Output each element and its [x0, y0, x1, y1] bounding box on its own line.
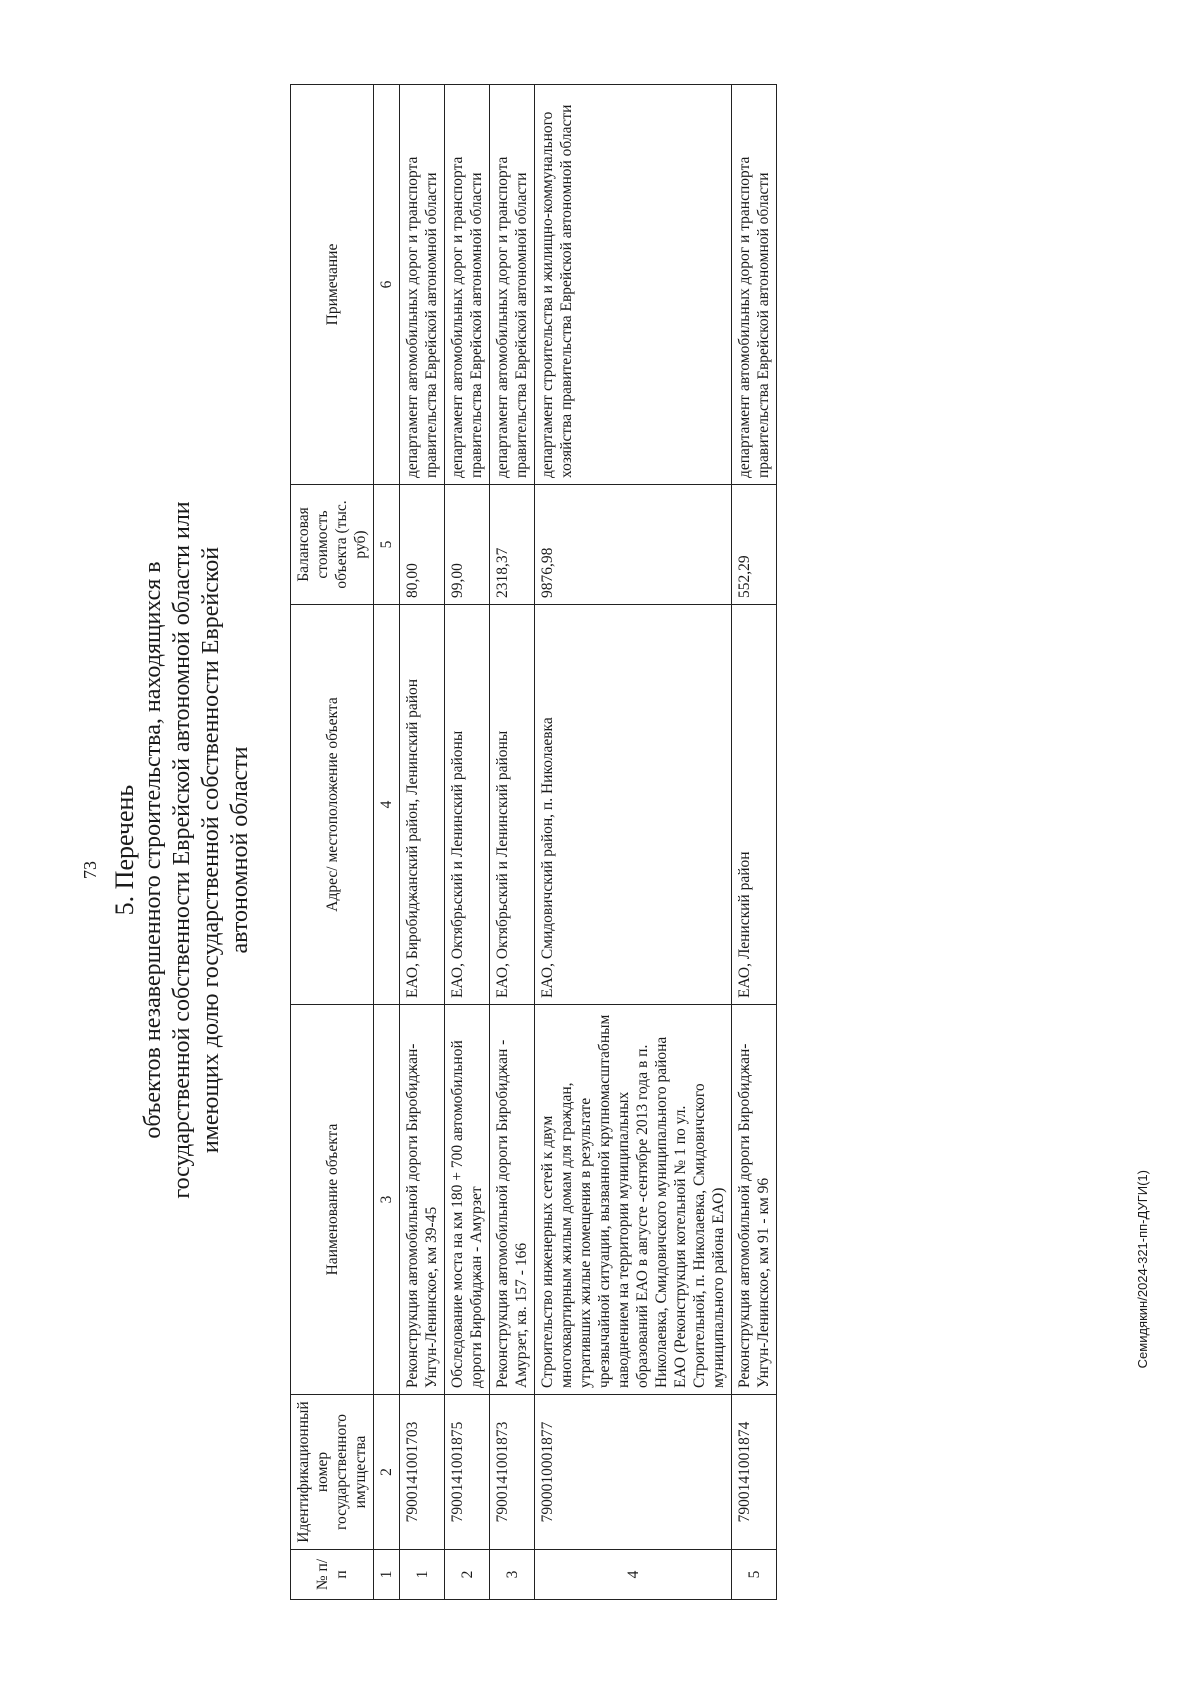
column-number: 2 [374, 1395, 400, 1550]
object-name: Реконструкция автомобильной дороги Биробиджан-Унгун-Ленинское, км 39-45 [400, 1005, 445, 1395]
row-number: 3 [490, 1550, 535, 1600]
property-id: 7900141001874 [732, 1395, 777, 1550]
title-line-1: 5. Перечень [110, 784, 139, 916]
header-name: Наименование объекта [291, 1005, 374, 1395]
header-cost: Балансовая стоимость объекта (тыс. руб) [291, 485, 374, 605]
header-note: Примечание [291, 85, 374, 485]
object-address: ЕАО, Октябрьский и Ленинский районы [445, 605, 490, 1005]
object-address: ЕАО, Лениский район [732, 605, 777, 1005]
header-num: № п/п [291, 1550, 374, 1600]
object-address: ЕАО, Биробиджанский район, Ленинский район [400, 605, 445, 1005]
column-number: 4 [374, 605, 400, 1005]
column-number: 6 [374, 85, 400, 485]
row-number: 5 [732, 1550, 777, 1600]
table-row [400, 85, 445, 1600]
header-address: Адрес/ местоположение объекта [291, 605, 374, 1005]
document-title [110, 350, 255, 1350]
title-line-5: автономной области [227, 746, 253, 954]
property-id: 7900141001873 [490, 1395, 535, 1550]
column-number-row [374, 85, 400, 1600]
table-row [445, 85, 490, 1600]
object-address: ЕАО, Смидовичский район, п. Николаевка [535, 605, 732, 1005]
property-id: 7900141001703 [400, 1395, 445, 1550]
property-id: 7900010001877 [535, 1395, 732, 1550]
object-name: Реконструкция автомобильной дороги Биробиджан-Унгун-Ленинское, км 91 - км 96 [732, 1005, 777, 1395]
document-code: Семидякин/2024-321-пп-ДУГИ(1) [1135, 1170, 1150, 1369]
column-number: 3 [374, 1005, 400, 1395]
row-number: 4 [535, 1550, 732, 1600]
object-name: Реконструкция автомобильной дороги Биробиджан - Амурзет, кв. 157 - 166 [490, 1005, 535, 1395]
title-line-4: имеющих долю государственной собственности Еврейской [198, 546, 224, 1154]
table-row [732, 85, 777, 1600]
balance-cost: 9876,98 [535, 485, 732, 605]
page-number: 73 [80, 861, 100, 879]
header-id: Идентификационный номер государственного имущества [291, 1395, 374, 1550]
note: департамент строительства и жилищно-коммунального хозяйства правительства Еврейской автономной области [535, 85, 732, 485]
title-line-2: объектов незавершенного строительства, находящихся в [140, 561, 166, 1139]
object-address: ЕАО, Октябрьский и Ленинский районы [490, 605, 535, 1005]
balance-cost: 80,00 [400, 485, 445, 605]
balance-cost: 99,00 [445, 485, 490, 605]
table-row [535, 85, 732, 1600]
balance-cost: 2318,37 [490, 485, 535, 605]
table-row [490, 85, 535, 1600]
balance-cost: 552,29 [732, 485, 777, 605]
document-page [0, 40, 1200, 1660]
note: департамент автомобильных дорог и транспорта правительства Еврейской автономной области [490, 85, 535, 485]
note: департамент автомобильных дорог и транспорта правительства Еврейской автономной области [400, 85, 445, 485]
column-number: 1 [374, 1550, 400, 1600]
column-number: 5 [374, 485, 400, 605]
title-line-3: государственной собственности Еврейской автономной области или [169, 501, 195, 1199]
object-name: Обследование моста на км 180 + 700 автомобильной дороги Биробиджан - Амурзет [445, 1005, 490, 1395]
row-number: 1 [400, 1550, 445, 1600]
note: департамент автомобильных дорог и транспорта правительства Еврейской автономной области [445, 85, 490, 485]
property-id: 7900141001875 [445, 1395, 490, 1550]
table-header-row [291, 85, 374, 1600]
objects-table [290, 84, 777, 1600]
note: департамент автомобильных дорог и транспорта правительства Еврейской автономной области [732, 85, 777, 485]
object-name: Строительство инженерных сетей к двум многоквартирным жилым домам для граждан, утративших жилые помещения в результате чрезвычайной ситуации, вызванной крупномасштабным наводнением на территории муниципальных образований ЕАО в августе -сентябре 2013 года в п. Николаевка, Смидовичского муниципального района ЕАО (Реконструкция котельной № 1 по ул. Строительной, п. Николаевка, Смидовичского муниципального района ЕАО) [535, 1005, 732, 1395]
row-number: 2 [445, 1550, 490, 1600]
